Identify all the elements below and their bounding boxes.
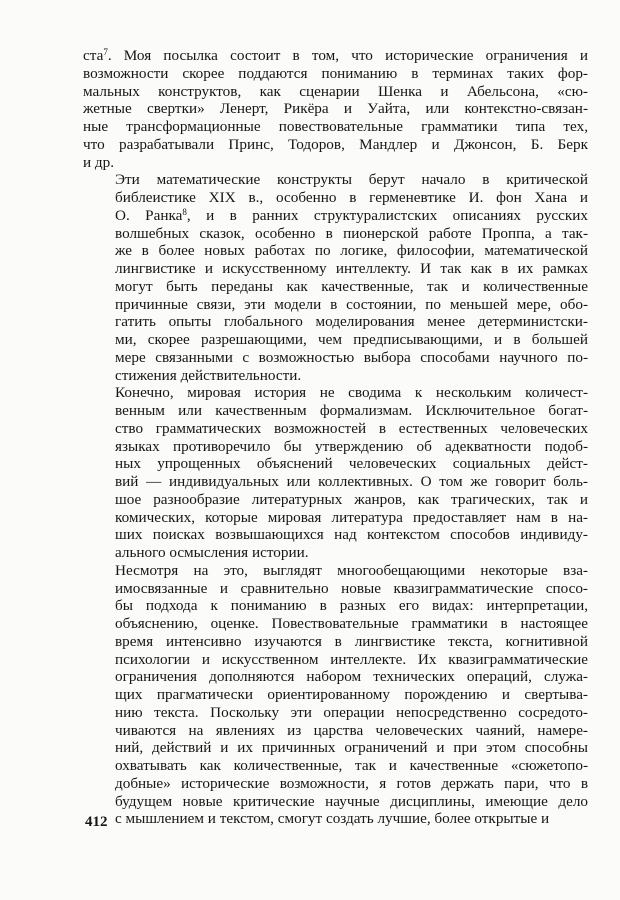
line-text: охватывать как количественные, так и качественные «сюжетопо-	[115, 757, 588, 774]
line-text: О. Ранка	[115, 206, 183, 224]
line-text: же в более новых работах по логике, философии, математической	[115, 242, 588, 260]
line-text: ные трансформационные повествовательные грамматики типа тех,	[83, 118, 588, 135]
text-line	[83, 154, 588, 172]
text-line	[83, 331, 588, 349]
text-line	[83, 225, 588, 243]
line-text: время интенсивно изучаются в лингвистике текста, когнитивной	[115, 632, 588, 650]
paragraph	[83, 47, 588, 171]
text-line	[83, 349, 588, 367]
text-line	[83, 420, 588, 438]
line-text: комических, которые мировая литература предоставляет нам в на-	[115, 508, 588, 526]
line-text: Несмотря на это, выглядят многообещающими некоторые вза-	[115, 561, 588, 579]
paragraph	[83, 171, 588, 384]
line-text: ных упрощенных объяснений человеческих социальных дейст-	[115, 455, 588, 473]
line-text: щих прагматически ориентированному порождению и свертыва-	[115, 686, 588, 703]
text-line	[83, 739, 588, 757]
text-line	[83, 793, 588, 811]
line-text: имосвязанные и сравнительно новые квазиграмматические спосо-	[115, 579, 588, 597]
line-text: стижения действительности.	[115, 366, 302, 384]
text-line	[83, 722, 588, 740]
line-text: добные» исторические возможности, я готов держать пари, что в	[115, 774, 588, 792]
line-text: лингвистике и искусственному интеллекту. И так как в их рамках	[115, 260, 588, 277]
line-text: нию текста. Поскольку эти операции непосредственно сосредото-	[115, 703, 588, 721]
paragraph	[83, 384, 588, 562]
line-text: венным или качественным формализмам. Исключительное богат-	[115, 402, 588, 419]
text-line	[83, 651, 588, 669]
line-text: будущем новые критические научные дисциплины, имеющие дело	[115, 792, 588, 810]
footnote-ref: 8	[182, 206, 187, 217]
text-line	[83, 686, 588, 704]
text-line	[83, 402, 588, 420]
line-text: ограничения дополняются набором технических операций, служа-	[115, 668, 588, 686]
text-line	[83, 438, 588, 456]
line-text: ших поисках возвышающихся над контекстом способов индивиду-	[115, 526, 588, 544]
text-line	[83, 47, 588, 65]
line-text: гатить опыты глобального моделирования менее детерминистски-	[115, 313, 588, 331]
page-body	[83, 47, 588, 828]
line-text: что разрабатывали Принс, Тодоров, Мандлер и Джонсон, Б. Берк	[83, 135, 588, 153]
text-line	[83, 367, 588, 385]
text-line	[83, 633, 588, 651]
line-text: могут быть переданы как качественные, так и количественные	[115, 277, 588, 295]
text-line	[83, 278, 588, 296]
text-line	[83, 83, 588, 101]
line-text: ство грамматических возможностей в естественных человеческих	[115, 419, 588, 437]
line-text: возможности скорее поддаются пониманию в терминах таких фор-	[83, 64, 588, 82]
text-line	[83, 668, 588, 686]
text-line	[83, 296, 588, 314]
line-text: психологии и искусственном интеллекте. Их квазиграмматические	[115, 650, 588, 668]
line-text: ми, скорее разрешающими, чем предписывающими, и в большей	[115, 331, 588, 348]
line-text: с мышлением и текстом, смогут создать лучшие, более открытые и	[115, 810, 550, 828]
line-text: мере связанными с возможностью выбора способами научного по-	[115, 348, 588, 366]
text-line	[83, 260, 588, 278]
line-text-rest: . Моя посылка состоит в том, что исторические ограничения и	[107, 47, 588, 64]
line-text: волшебных сказок, особенно в пионерской работе Проппа, а так-	[115, 224, 588, 242]
text-line	[83, 810, 588, 828]
text-line	[83, 562, 588, 580]
text-line	[83, 757, 588, 775]
text-line	[83, 544, 588, 562]
line-text: бы подхода к пониманию в разных его видах: интерпретации,	[115, 597, 588, 615]
line-text: чиваются на явлениях из царства человеческих чаяний, намере-	[115, 721, 588, 739]
line-text: Конечно, мировая история не сводима к нескольким количест-	[115, 384, 588, 402]
footnote-ref: 7	[103, 47, 108, 57]
text-line	[83, 100, 588, 118]
text-line	[83, 509, 588, 527]
text-line	[83, 455, 588, 473]
text-line	[83, 313, 588, 331]
text-line	[83, 704, 588, 722]
text-line	[83, 189, 588, 207]
line-text: Эти математические конструкты берут начало в критической	[115, 171, 588, 189]
text-line	[83, 491, 588, 509]
text-line	[83, 207, 588, 225]
text-line	[83, 615, 588, 633]
text-line	[83, 65, 588, 83]
text-line	[83, 526, 588, 544]
line-text: ний, действий и их причинных ограничений и при этом способны	[115, 739, 588, 757]
line-text: языках противоречило бы утверждению об адекватности подоб-	[115, 437, 588, 455]
text-line	[83, 136, 588, 154]
text-line	[83, 384, 588, 402]
line-text: шое разнообразие литературных жанров, как трагических, так и	[115, 490, 588, 508]
text-line	[83, 775, 588, 793]
line-text: вий — индивидуальных или коллективных. О том же говорит боль-	[115, 473, 588, 490]
line-text: и др.	[83, 153, 115, 171]
line-text: мальных конструктов, как сценарии Шенка и Абельсона, «сю-	[83, 82, 588, 100]
line-text: объяснению, оценке. Повествовательные грамматики в настоящее	[115, 615, 588, 632]
line-text: ального осмысления истории.	[115, 544, 309, 561]
page-number: 412	[85, 814, 108, 830]
line-text: жетные свертки» Ленерт, Рикёра и Уайта, или контекстно-связан-	[83, 100, 588, 118]
text-line	[83, 580, 588, 598]
line-text-rest: , и в ранних структуралистских описаниях русских	[186, 206, 588, 224]
text-line	[83, 118, 588, 136]
paragraph	[83, 562, 588, 828]
text-line	[83, 473, 588, 491]
text-line	[83, 597, 588, 615]
line-text: ста	[83, 47, 104, 64]
line-text: библеистике XIX в., особенно в герменевтике И. фон Хана и	[115, 189, 588, 206]
text-line	[83, 242, 588, 260]
line-text: причинные связи, эти модели в состоянии, по меньшей мере, обо-	[115, 295, 588, 313]
text-line	[83, 171, 588, 189]
